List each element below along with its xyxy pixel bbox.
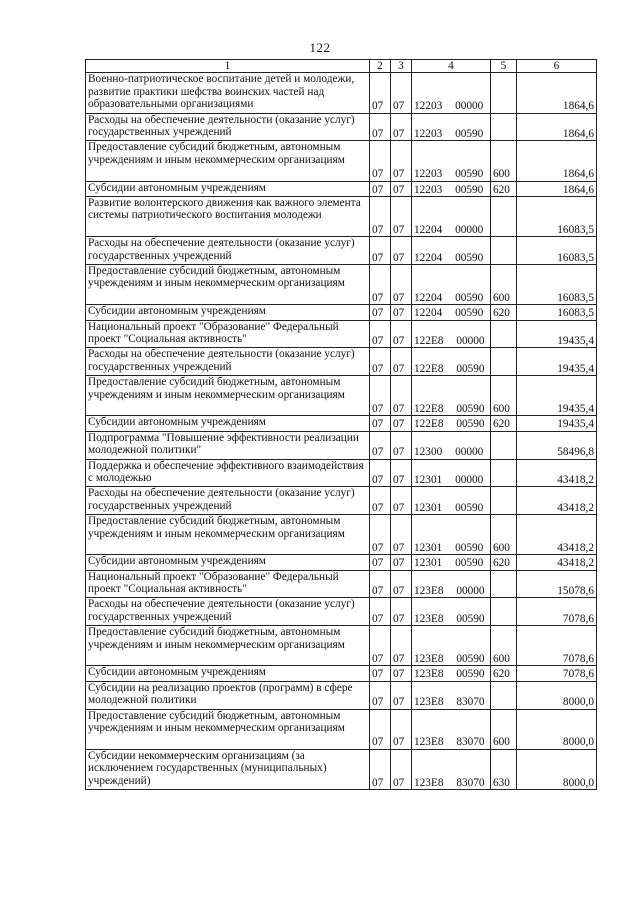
table-row	[86, 264, 597, 304]
row-section: 07	[370, 570, 391, 598]
row-section: 07	[370, 626, 391, 666]
row-expense-type: 600	[491, 264, 517, 304]
row-target-code: 123E8 00000	[412, 570, 491, 598]
row-name: Расходы на обеспечение деятельности (оказание услуг) государственных учреждений	[86, 598, 370, 626]
row-target-code: 122E8 00590	[412, 416, 491, 431]
row-name: Субсидии автономным учреждениям	[86, 666, 370, 681]
row-subsection: 07	[391, 681, 412, 709]
row-name: Расходы на обеспечение деятельности (оказание услуг) государственных учреждений	[86, 487, 370, 515]
row-section: 07	[370, 73, 391, 113]
row-name: Предоставление субсидий бюджетным, автономным учреждениям и иным некоммерческим организациям	[86, 626, 370, 666]
row-name: Субсидии автономным учреждениям	[86, 416, 370, 431]
table-row	[86, 73, 597, 113]
row-amount: 16083,5	[517, 237, 597, 265]
row-name: Субсидии на реализацию проектов (программ) в сфере молодежной политики	[86, 681, 370, 709]
row-expense-type	[491, 320, 517, 348]
row-target-code: 12203 00590	[412, 113, 491, 141]
row-section: 07	[370, 196, 391, 236]
page-number: 122	[309, 40, 331, 55]
header-col-3: 3	[391, 60, 412, 73]
row-expense-type	[491, 196, 517, 236]
row-name: Военно-патриотическое воспитание детей и молодежи, развитие практики шефства воинских частей над образовательными организациями	[86, 73, 370, 113]
table-row	[86, 487, 597, 515]
row-section: 07	[370, 431, 391, 459]
row-amount: 16083,5	[517, 264, 597, 304]
row-section: 07	[370, 113, 391, 141]
row-expense-type	[491, 487, 517, 515]
row-target-code: 123E8 83070	[412, 681, 491, 709]
row-name: Расходы на обеспечение деятельности (оказание услуг) государственных учреждений	[86, 348, 370, 376]
table-row	[86, 598, 597, 626]
row-section: 07	[370, 515, 391, 555]
row-subsection: 07	[391, 113, 412, 141]
row-expense-type: 620	[491, 305, 517, 320]
budget-table	[85, 59, 597, 790]
table-row	[86, 181, 597, 196]
row-expense-type: 620	[491, 555, 517, 570]
row-subsection: 07	[391, 749, 412, 789]
row-subsection: 07	[391, 570, 412, 598]
row-amount: 43418,2	[517, 515, 597, 555]
row-amount: 7078,6	[517, 598, 597, 626]
row-target-code: 12204 00000	[412, 196, 491, 236]
row-expense-type	[491, 681, 517, 709]
row-subsection: 07	[391, 141, 412, 181]
row-target-code: 122E8 00000	[412, 320, 491, 348]
row-target-code: 12204 00590	[412, 264, 491, 304]
row-amount: 1864,6	[517, 73, 597, 113]
row-target-code: 123E8 83070	[412, 709, 491, 749]
row-subsection: 07	[391, 459, 412, 487]
row-amount: 16083,5	[517, 305, 597, 320]
row-amount: 16083,5	[517, 196, 597, 236]
row-name: Субсидии автономным учреждениям	[86, 555, 370, 570]
row-name: Развитие волонтерского движения как важного элемента системы патриотического воспитания молодежи	[86, 196, 370, 236]
row-name: Расходы на обеспечение деятельности (оказание услуг) государственных учреждений	[86, 113, 370, 141]
table-row	[86, 237, 597, 265]
table-row	[86, 320, 597, 348]
row-target-code: 12204 00590	[412, 305, 491, 320]
header-col-2: 2	[370, 60, 391, 73]
row-section: 07	[370, 487, 391, 515]
row-amount: 43418,2	[517, 487, 597, 515]
row-name: Предоставление субсидий бюджетным, автономным учреждениям и иным некоммерческим организациям	[86, 515, 370, 555]
row-name: Предоставление субсидий бюджетным, автономным учреждениям и иным некоммерческим организациям	[86, 141, 370, 181]
row-expense-type	[491, 431, 517, 459]
row-expense-type: 600	[491, 626, 517, 666]
row-amount: 8000,0	[517, 681, 597, 709]
header-col-5: 5	[491, 60, 517, 73]
row-subsection: 07	[391, 305, 412, 320]
row-amount: 19435,4	[517, 348, 597, 376]
row-expense-type: 620	[491, 666, 517, 681]
row-name: Предоставление субсидий бюджетным, автономным учреждениям и иным некоммерческим организациям	[86, 264, 370, 304]
row-expense-type	[491, 73, 517, 113]
table-row	[86, 681, 597, 709]
row-subsection: 07	[391, 237, 412, 265]
row-expense-type	[491, 459, 517, 487]
row-amount: 19435,4	[517, 376, 597, 416]
row-target-code: 122E8 00590	[412, 376, 491, 416]
row-expense-type	[491, 237, 517, 265]
row-expense-type: 600	[491, 141, 517, 181]
row-subsection: 07	[391, 181, 412, 196]
table-row	[86, 570, 597, 598]
row-subsection: 07	[391, 416, 412, 431]
row-amount: 43418,2	[517, 459, 597, 487]
row-section: 07	[370, 709, 391, 749]
row-subsection: 07	[391, 196, 412, 236]
row-section: 07	[370, 305, 391, 320]
table-row	[86, 666, 597, 681]
row-name: Субсидии некоммерческим организациям (за исключением государственных (муниципальных) учреждений)	[86, 749, 370, 789]
row-amount: 19435,4	[517, 416, 597, 431]
row-expense-type	[491, 113, 517, 141]
row-amount: 7078,6	[517, 666, 597, 681]
row-name: Предоставление субсидий бюджетным, автономным учреждениям и иным некоммерческим организациям	[86, 709, 370, 749]
table-row	[86, 515, 597, 555]
row-subsection: 07	[391, 515, 412, 555]
row-target-code: 12301 00590	[412, 555, 491, 570]
row-target-code: 123E8 00590	[412, 598, 491, 626]
header-col-4: 4	[412, 60, 491, 73]
row-section: 07	[370, 459, 391, 487]
row-expense-type: 620	[491, 181, 517, 196]
table-row	[86, 141, 597, 181]
row-section: 07	[370, 181, 391, 196]
row-amount: 15078,6	[517, 570, 597, 598]
row-target-code: 12300 00000	[412, 431, 491, 459]
row-target-code: 12301 00590	[412, 515, 491, 555]
row-subsection: 07	[391, 431, 412, 459]
row-section: 07	[370, 320, 391, 348]
row-subsection: 07	[391, 626, 412, 666]
table-row	[86, 196, 597, 236]
row-amount: 1864,6	[517, 141, 597, 181]
row-expense-type: 600	[491, 376, 517, 416]
row-subsection: 07	[391, 598, 412, 626]
header-row	[86, 60, 597, 73]
row-expense-type: 600	[491, 515, 517, 555]
row-subsection: 07	[391, 666, 412, 681]
row-section: 07	[370, 264, 391, 304]
row-target-code: 12301 00590	[412, 487, 491, 515]
row-name: Субсидии автономным учреждениям	[86, 181, 370, 196]
row-expense-type	[491, 348, 517, 376]
row-section: 07	[370, 348, 391, 376]
row-subsection: 07	[391, 73, 412, 113]
row-expense-type	[491, 570, 517, 598]
row-name: Поддержка и обеспечение эффективного взаимодействия с молодежью	[86, 459, 370, 487]
table-row	[86, 555, 597, 570]
row-subsection: 07	[391, 320, 412, 348]
row-target-code: 122E8 00590	[412, 348, 491, 376]
row-target-code: 12301 00000	[412, 459, 491, 487]
row-name: Предоставление субсидий бюджетным, автономным учреждениям и иным некоммерческим организациям	[86, 376, 370, 416]
row-amount: 1864,6	[517, 113, 597, 141]
row-target-code: 12203 00000	[412, 73, 491, 113]
row-subsection: 07	[391, 555, 412, 570]
row-section: 07	[370, 749, 391, 789]
row-section: 07	[370, 237, 391, 265]
row-target-code: 12203 00590	[412, 141, 491, 181]
row-expense-type	[491, 598, 517, 626]
row-section: 07	[370, 141, 391, 181]
table-row	[86, 305, 597, 320]
header-col-6: 6	[517, 60, 597, 73]
row-target-code: 12204 00590	[412, 237, 491, 265]
row-name: Национальный проект "Образование" Федеральный проект "Социальная активность"	[86, 570, 370, 598]
row-section: 07	[370, 376, 391, 416]
row-section: 07	[370, 666, 391, 681]
header-col-1: 1	[86, 60, 370, 73]
row-amount: 8000,0	[517, 749, 597, 789]
table-row	[86, 416, 597, 431]
table-row	[86, 459, 597, 487]
row-amount: 7078,6	[517, 626, 597, 666]
row-amount: 19435,4	[517, 320, 597, 348]
row-name: Подпрограмма "Повышение эффективности реализации молодежной политики"	[86, 431, 370, 459]
row-target-code: 123E8 00590	[412, 626, 491, 666]
row-subsection: 07	[391, 487, 412, 515]
row-amount: 1864,6	[517, 181, 597, 196]
row-expense-type: 620	[491, 416, 517, 431]
row-target-code: 123E8 83070	[412, 749, 491, 789]
row-target-code: 12203 00590	[412, 181, 491, 196]
row-amount: 8000,0	[517, 709, 597, 749]
row-subsection: 07	[391, 264, 412, 304]
row-subsection: 07	[391, 348, 412, 376]
row-amount: 58496,8	[517, 431, 597, 459]
row-section: 07	[370, 555, 391, 570]
row-expense-type: 600	[491, 709, 517, 749]
table-row	[86, 431, 597, 459]
row-name: Расходы на обеспечение деятельности (оказание услуг) государственных учреждений	[86, 237, 370, 265]
row-name: Субсидии автономным учреждениям	[86, 305, 370, 320]
table-row	[86, 749, 597, 789]
table-row	[86, 626, 597, 666]
table-row	[86, 348, 597, 376]
row-subsection: 07	[391, 709, 412, 749]
table-row	[86, 376, 597, 416]
row-expense-type: 630	[491, 749, 517, 789]
row-section: 07	[370, 598, 391, 626]
row-name: Национальный проект "Образование" Федеральный проект "Социальная активность"	[86, 320, 370, 348]
row-amount: 43418,2	[517, 555, 597, 570]
row-subsection: 07	[391, 376, 412, 416]
row-section: 07	[370, 416, 391, 431]
table-row	[86, 709, 597, 749]
table-row	[86, 113, 597, 141]
row-target-code: 123E8 00590	[412, 666, 491, 681]
row-section: 07	[370, 681, 391, 709]
